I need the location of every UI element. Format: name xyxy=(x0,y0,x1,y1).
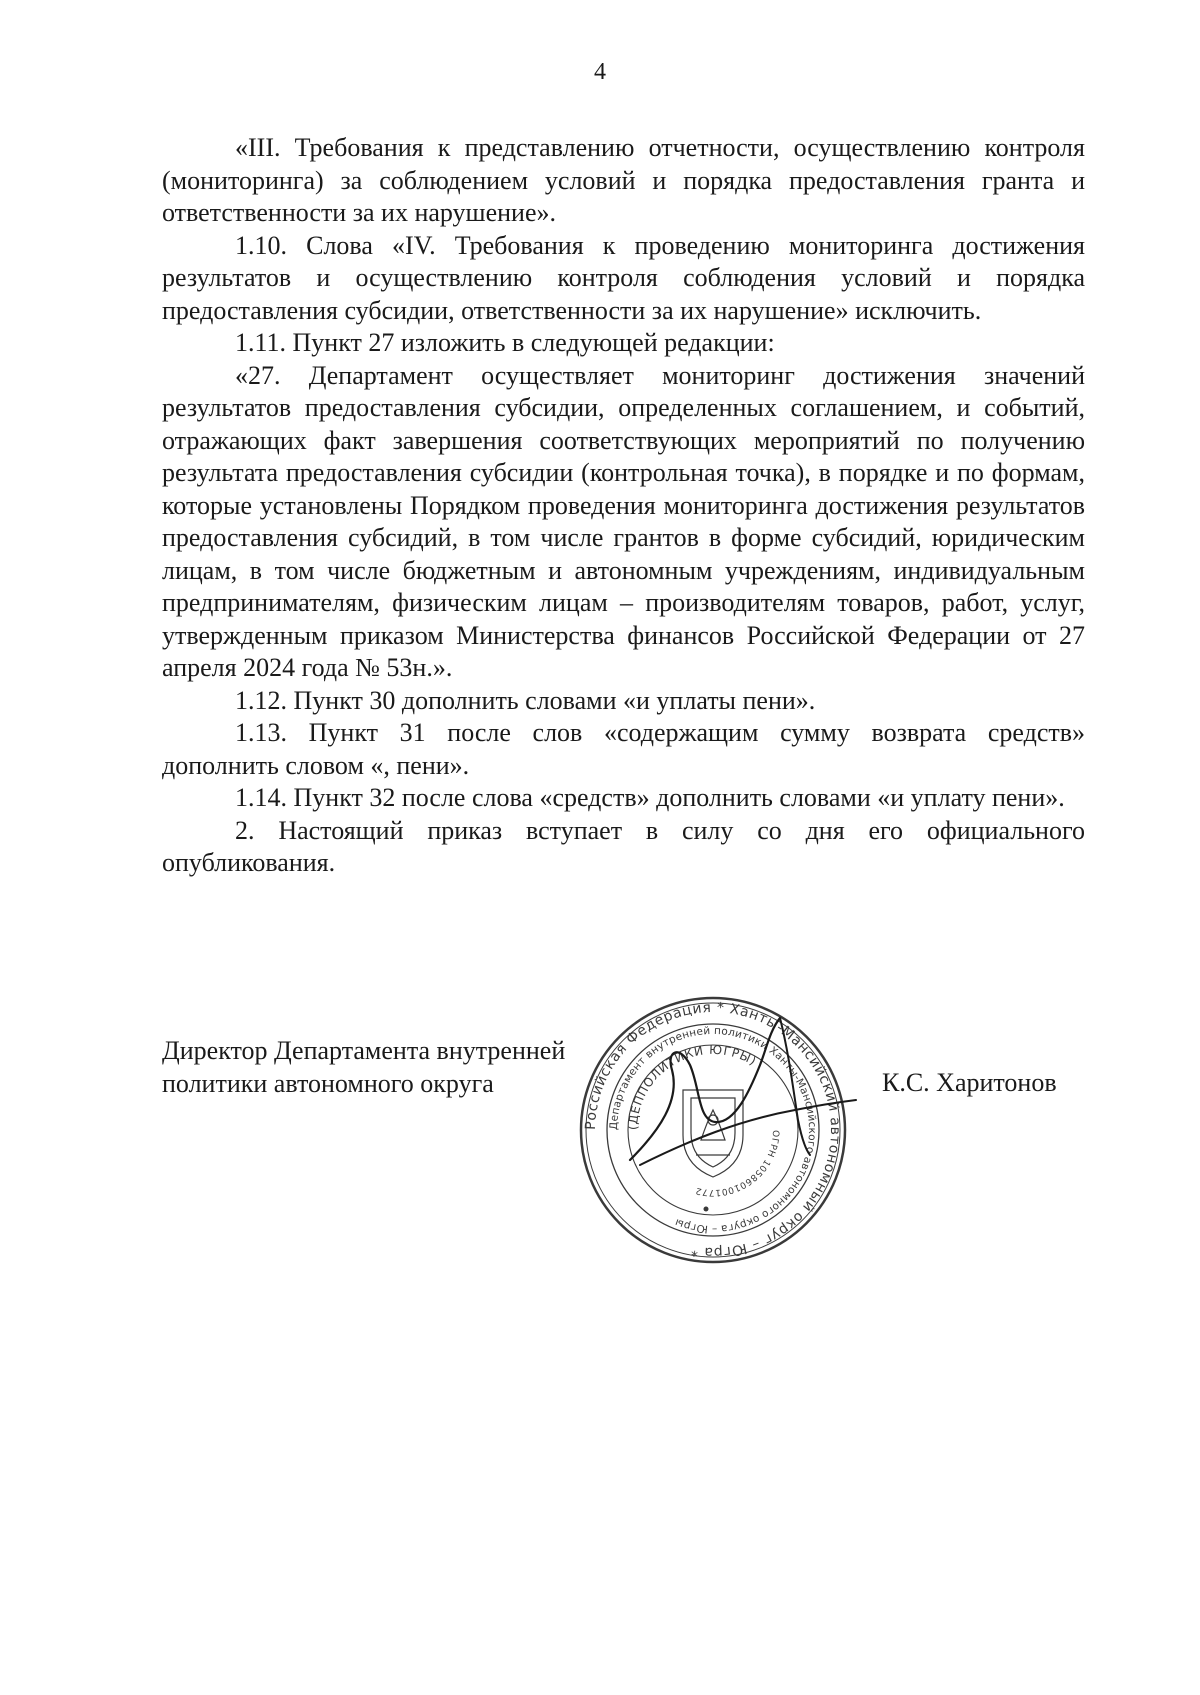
page-number: 4 xyxy=(594,59,606,85)
paragraph-item-1-11: 1.11. Пункт 27 изложить в следующей редакции: xyxy=(235,328,775,357)
seal-inner-ring-text: Департамент внутренней политики Ханты-Мансийского автономного округа – Югры xyxy=(607,1024,819,1236)
handwritten-signature xyxy=(620,1010,860,1200)
seal-outer-ring-text: Российская Федерация * Ханты-Мансийский автономный округ – Югра * xyxy=(582,999,844,1261)
signatory-name: К.С. Харитонов xyxy=(882,1068,1057,1097)
paragraph-item-2: 2. Настоящий приказ вступает в силу со дня его официального опубликования. xyxy=(162,815,1085,877)
paragraph-item-1-10: 1.10. Слова «IV. Требования к проведению мониторинга достижения результатов и осуществлению контроля соблюдения условий и порядка предоставления субсидии, ответственности за их нарушение» исключить. xyxy=(162,230,1085,325)
seal-abbreviation-text: (ДЕППОЛИТИКИ ЮГРЫ) xyxy=(625,1042,760,1131)
handwritten-signature-graphic xyxy=(620,1010,860,1200)
document-body xyxy=(162,132,1085,880)
seal-registration-text: ОГРН 1058601001772 xyxy=(694,1129,781,1198)
paragraph-item-1-12: 1.12. Пункт 30 дополнить словами «и уплаты пени». xyxy=(235,685,816,715)
paragraph-item-1-13: 1.13. Пункт 31 после слов «содержащим сумму возврата средств» дополнить словом «, пени». xyxy=(162,718,1085,780)
paragraph-item-27-text: «27. Департамент осуществляет мониторинг достижения значений результатов предоставления субсидии, определенных соглашением, и событий, отражающих факт завершения соответствующих мероприятий по получению результата предоставления субсидии (контрольная точка), в порядке и по формам, которые установлены Порядком проведения мониторинга достижения результатов предоставления субсидий, в том числе грантов в форме субсидий, юридическим лицам, в том числе бюджетным и автономным учреждениям, индивидуальным предпринимателям, физическим лицам – производителям товаров, работ, услуг, утвержденным приказом Министерства финансов Российской Федерации от 27 апреля 2024 года № 53н.». xyxy=(162,360,1085,682)
signatory-position-line-1: Директор Департамента внутренней xyxy=(162,1036,566,1065)
paragraph-item-1-14: 1.14. Пункт 32 после слова «средств» дополнить словами «и уплату пени». xyxy=(235,783,1065,812)
paragraph-section-iii-title: «III. Требования к представлению отчетности, осуществлению контроля (мониторинга) за соблюдением условий и порядка предоставления гранта и ответственности за их нарушение». xyxy=(162,133,1085,227)
signatory-position-line-2: политики автономного округа xyxy=(162,1068,494,1098)
signatory-position xyxy=(162,1035,622,1100)
seal-dot-icon xyxy=(704,1207,709,1212)
